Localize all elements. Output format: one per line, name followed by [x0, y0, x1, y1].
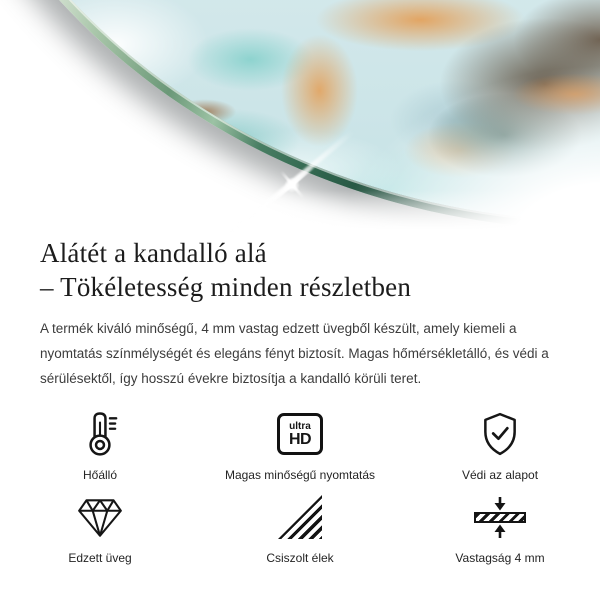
- feature-label: Hőálló: [82, 468, 118, 482]
- feature-label: Csiszolt élek: [266, 551, 334, 565]
- shield-check-icon: [477, 409, 523, 459]
- feature-heat-resistant: [0, 409, 200, 482]
- page-title: [40, 236, 560, 304]
- feature-thickness: [400, 492, 600, 565]
- arrow-down-icon: [492, 497, 508, 511]
- polished-edge-icon: [278, 492, 322, 542]
- page-title-line1: Alátét a kandalló alá: [40, 238, 267, 268]
- page-title-line2: – Tökéletesség minden részletben: [40, 272, 412, 302]
- arrow-up-icon: [492, 524, 508, 538]
- feature-tempered-glass: [0, 492, 200, 565]
- thermometer-icon: [77, 409, 123, 459]
- thickness-icon: [474, 492, 526, 542]
- feature-polished-edges: [200, 492, 400, 565]
- ultra-hd-icon: [277, 409, 323, 459]
- feature-label: Magas minőségű nyomtatás: [224, 468, 376, 482]
- feature-protects-base: [400, 409, 600, 482]
- diamond-icon: [75, 492, 125, 542]
- product-photo: [0, 0, 600, 232]
- feature-label: Edzett üveg: [68, 551, 132, 565]
- feature-grid: [0, 409, 600, 565]
- ultra-hd-icon-text-top: ultra: [289, 420, 311, 432]
- feature-label: Vastagság 4 mm: [455, 551, 545, 565]
- product-description: A termék kiváló minőségű, 4 mm vastag edzett üvegből készült, amely kiemeli a nyomtatás színmélységét és elegáns fényt biztosít. Magas hőmérsékletálló, és védi a sérülésektől, így hosszú évekre biztosítja a kandalló körüli teret.: [40, 321, 549, 386]
- feature-ultra-hd-print: [200, 409, 400, 482]
- ultra-hd-icon-text-bottom: HD: [288, 430, 312, 448]
- feature-label: Védi az alapot: [461, 468, 539, 482]
